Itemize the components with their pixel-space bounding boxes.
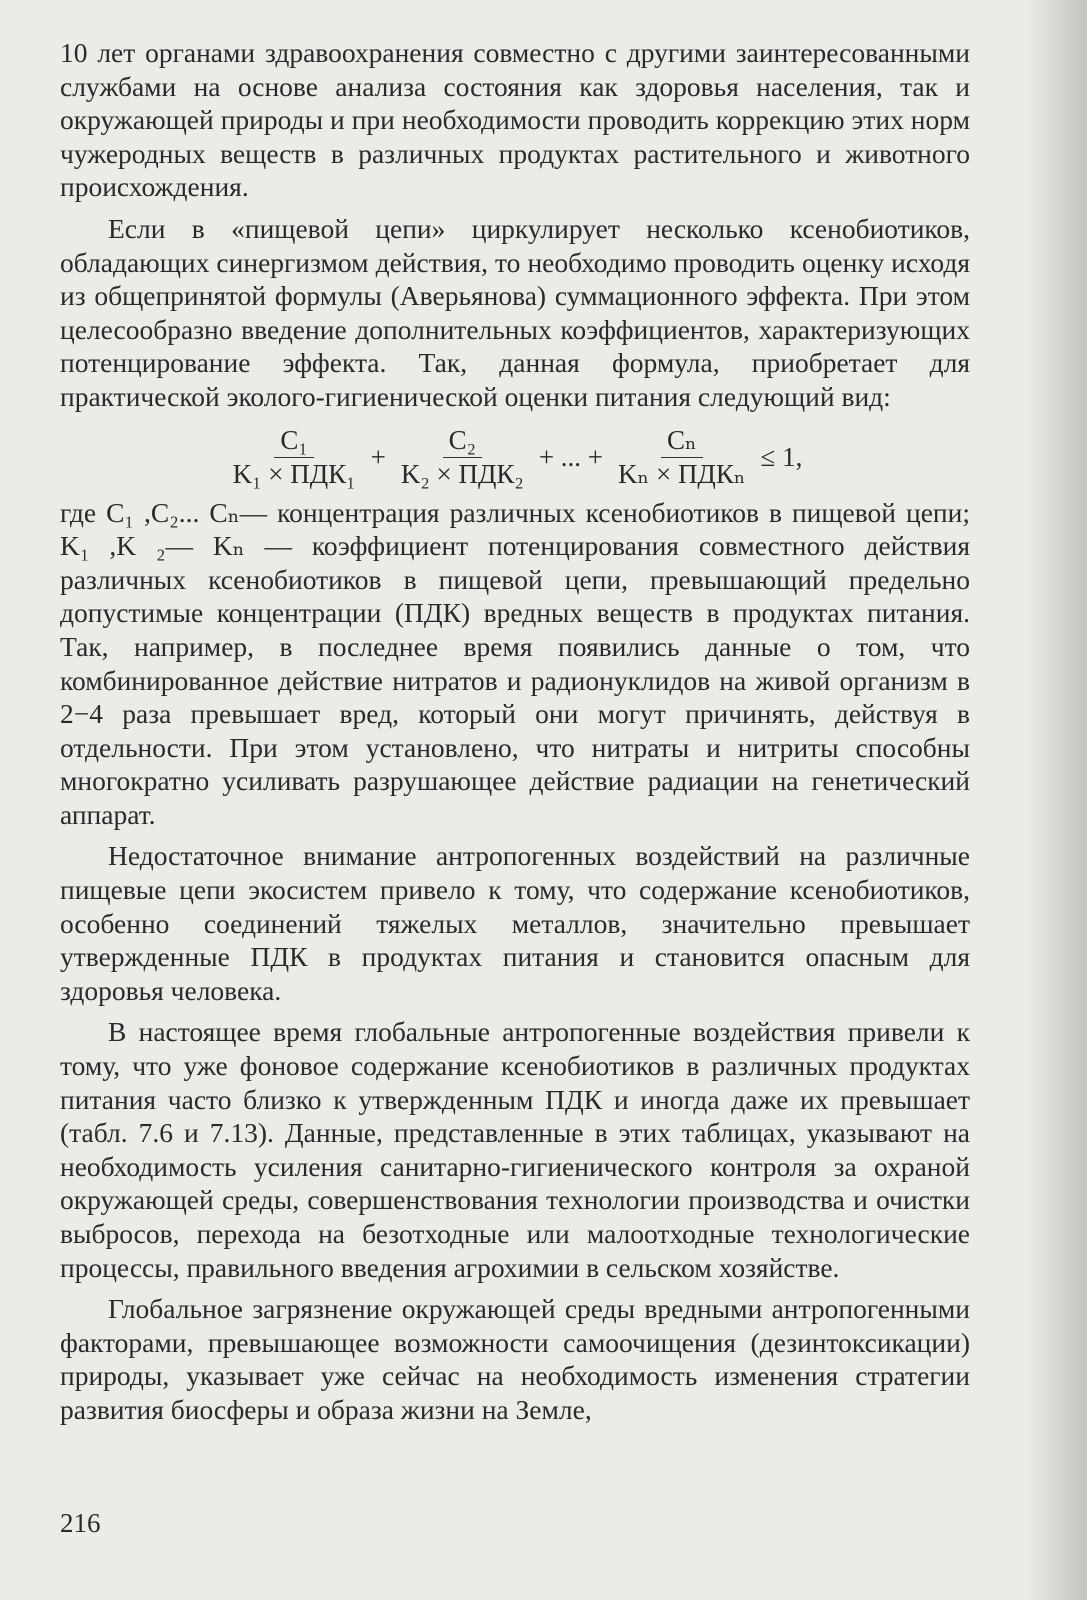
fraction-1 (227, 427, 362, 488)
formula (60, 422, 970, 494)
plus-operator: + (370, 442, 386, 473)
fraction-3-denominator: Kₙ × ПДКₙ (618, 459, 746, 490)
paragraph-3: где C₁ ,C₂... Cₙ— концентрация различных ксенобиотиков в пищевой цепи; K₁ ,K ₂— Kₙ — коэффициент потенцирования совместного действия различных ксенобиотиков в пищевой цепи, превышающий предельно допустимые концентрации (ПДК) вредных веществ в продуктах питания. Так, например, в последнее время появились данные о том, что комбинированное действие нитратов и радионуклидов на живой организм в 2−4 раза превышает вред, который они могут причинять, действуя в отдельности. При этом установлено, что нитраты и нитриты способны многократно усиливать разрушающее действие радиации на генетический аппарат. (60, 496, 970, 830)
paragraph-2: Если в «пищевой цепи» циркулирует несколько ксенобиотиков, обладающих синергизмом действия, то необходимо проводить оценку исходя из общепринятой формулы (Аверьянова) суммационного эффекта. При этом целесообразно введение дополнительных коэффициентов, характеризующих потенцирование эффекта. Так, данная формула, приобретает для практической эколого-гигиенической оценки питания следующий вид: (60, 212, 970, 412)
paragraph-5: В настоящее время глобальные антропогенные воздействия привели к тому, что уже фоновое содержание ксенобиотиков в различных продуктах питания часто близко к утвержденным ПДК и иногда даже их превышает (табл. 7.6 и 7.13). Данные, представленные в этих таблицах, указывают на необходимость усиления санитарно-гигиенического контроля за охраной окружающей среды, совершенствования технологии производства и очистки выбросов, перехода на безотходные или малоотходные технологические процессы, правильного введения агрохимии в сельском хозяйстве. (60, 1016, 970, 1283)
fraction-1-numerator: C₁ (274, 427, 313, 458)
page-shadow-edge (1027, 0, 1087, 1600)
fraction-2-numerator: C₂ (443, 427, 482, 458)
formula-inequality: ≤ 1, (760, 442, 803, 473)
fraction-2-denominator: K₂ × ПДК₂ (400, 459, 524, 490)
fraction-3-numerator: Cₙ (661, 427, 703, 458)
paragraph-4: Недостаточное внимание антропогенных воздействий на различные пищевые цепи экосистем привело к тому, что содержание ксенобиотиков, особенно соединений тяжелых металлов, значительно превышает утвержденные ПДК в продуктах питания и становится опасным для здоровья человека. (60, 840, 970, 1006)
fraction-1-denominator: K₁ × ПДК₁ (232, 459, 356, 490)
page-body (60, 36, 970, 1435)
paragraph-6: Глобальное загрязнение окружающей среды вредными антропогенными факторами, превышающее возможности самоочищения (дезинтоксикации) природы, указывает уже сейчас на необходимость изменения стратегии развития биосферы и образа жизни на Земле, (60, 1293, 970, 1425)
paragraph-1: 10 лет органами здравоохранения совместно с другими заинтересованными службами на основе анализа состояния как здоровья населения, так и окружающей природы и при необходимости проводить коррекцию этих норм чужеродных веществ в различных продуктах растительного и животного происхождения. (60, 37, 970, 203)
ellipsis-operator: + ... + (538, 442, 604, 473)
fraction-2 (395, 427, 530, 488)
fraction-3 (612, 427, 752, 488)
page-number: 216 (60, 1508, 101, 1538)
